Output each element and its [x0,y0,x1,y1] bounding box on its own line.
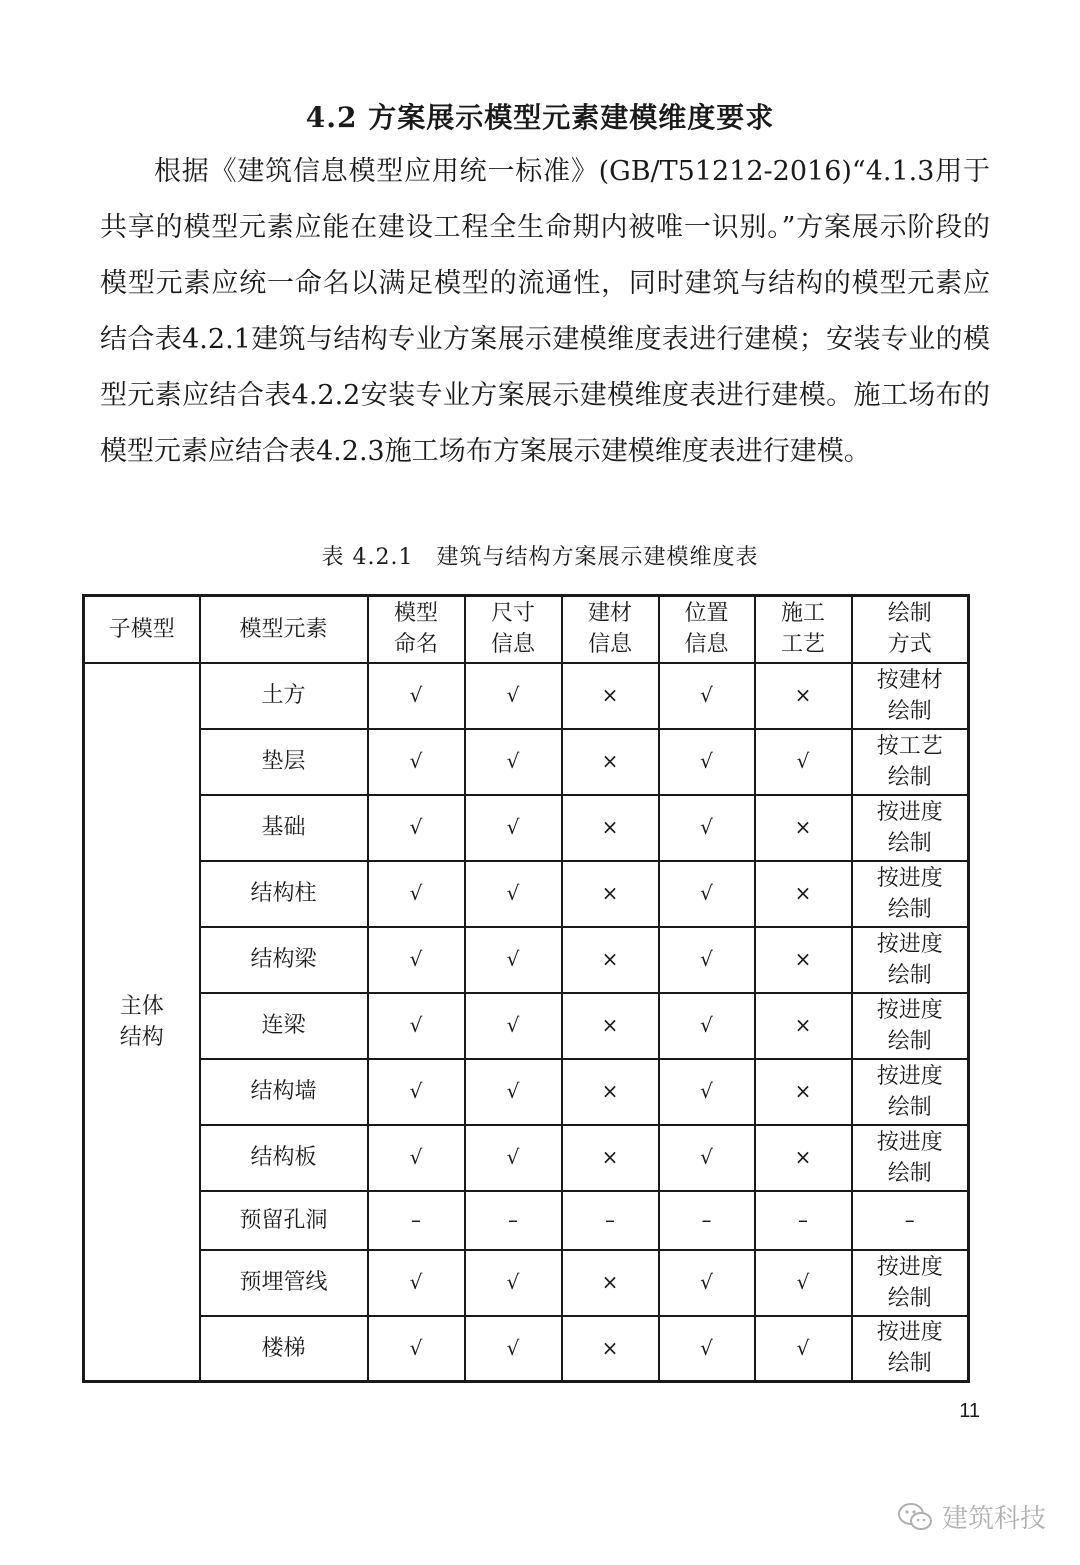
method-cell: 按进度 绘制 [852,861,969,927]
material-cell: × [562,795,659,861]
dimension-table [82,594,970,1383]
material-cell: × [562,729,659,795]
size-cell: √ [465,927,562,993]
table-caption: 表 4.2.1 建筑与结构方案展示建模维度表 [321,545,759,570]
material-cell: × [562,1059,659,1125]
position-cell: √ [659,861,755,927]
table-row [84,861,969,927]
method-cell: – [852,1191,969,1250]
wechat-icon [896,1501,934,1533]
header-naming: 模型 命名 [368,596,465,663]
method-cell: 按工艺 绘制 [852,729,969,795]
method-cell: 按进度 绘制 [852,1059,969,1125]
material-cell: × [562,861,659,927]
element-cell: 楼梯 [200,1316,368,1382]
element-cell: 结构墙 [200,1059,368,1125]
size-cell: √ [465,1059,562,1125]
header-row [84,596,969,663]
table-row [84,1191,969,1250]
naming-cell: √ [368,993,465,1059]
table-row [84,993,969,1059]
element-cell: 土方 [200,663,368,729]
method-cell: 按进度 绘制 [852,795,969,861]
header-sub-model: 子模型 [84,596,200,663]
size-cell: √ [465,729,562,795]
material-cell: × [562,663,659,729]
method-cell: 按进度 绘制 [852,1250,969,1316]
process-cell: × [755,1059,852,1125]
size-cell: – [465,1191,562,1250]
header-size: 尺寸 信息 [465,596,562,663]
naming-cell: √ [368,1125,465,1191]
position-cell: √ [659,1125,755,1191]
naming-cell: √ [368,663,465,729]
naming-cell: √ [368,1250,465,1316]
position-cell: √ [659,1250,755,1316]
position-cell: √ [659,1316,755,1382]
position-cell: – [659,1191,755,1250]
material-cell: × [562,927,659,993]
table-row [84,729,969,795]
table-row [84,1125,969,1191]
header-element: 模型元素 [200,596,368,663]
watermark [896,1498,1046,1535]
process-cell: × [755,927,852,993]
position-cell: √ [659,729,755,795]
element-cell: 预埋管线 [200,1250,368,1316]
method-cell: 按进度 绘制 [852,1316,969,1382]
material-cell: × [562,1316,659,1382]
position-cell: √ [659,927,755,993]
naming-cell: √ [368,1316,465,1382]
position-cell: √ [659,795,755,861]
material-cell: × [562,993,659,1059]
material-cell: × [562,1125,659,1191]
element-cell: 结构梁 [200,927,368,993]
size-cell: √ [465,663,562,729]
material-cell: × [562,1250,659,1316]
process-cell: √ [755,729,852,795]
header-position: 位置 信息 [659,596,755,663]
table-row [84,1059,969,1125]
size-cell: √ [465,1125,562,1191]
naming-cell: √ [368,1059,465,1125]
header-method: 绘制 方式 [852,596,969,663]
process-cell: – [755,1191,852,1250]
watermark-text: 建筑科技 [941,1504,1046,1534]
method-cell: 按进度 绘制 [852,1125,969,1191]
naming-cell: √ [368,861,465,927]
position-cell: √ [659,1059,755,1125]
process-cell: × [755,663,852,729]
table-row [84,1316,969,1382]
element-cell: 连梁 [200,993,368,1059]
element-cell: 结构柱 [200,861,368,927]
header-material: 建材 信息 [562,596,659,663]
naming-cell: √ [368,927,465,993]
process-cell: × [755,861,852,927]
table-row [84,663,969,729]
page-number: 11 [959,1400,980,1422]
process-cell: × [755,993,852,1059]
method-cell: 按建材 绘制 [852,663,969,729]
method-cell: 按进度 绘制 [852,927,969,993]
group-cell: 主体 结构 [84,663,200,1382]
table-row [84,1250,969,1316]
method-cell: 按进度 绘制 [852,993,969,1059]
size-cell: √ [465,993,562,1059]
naming-cell: – [368,1191,465,1250]
table-container [82,594,970,1383]
material-cell: – [562,1191,659,1250]
element-cell: 预留孔洞 [200,1191,368,1250]
element-cell: 结构板 [200,1125,368,1191]
size-cell: √ [465,1250,562,1316]
naming-cell: √ [368,795,465,861]
process-cell: √ [755,1250,852,1316]
naming-cell: √ [368,729,465,795]
position-cell: √ [659,663,755,729]
size-cell: √ [465,795,562,861]
section-title: 4.2 方案展示模型元素建模维度要求 [305,101,775,134]
header-process: 施工 工艺 [755,596,852,663]
process-cell: × [755,795,852,861]
size-cell: √ [465,861,562,927]
table-row [84,927,969,993]
table-row [84,795,969,861]
process-cell: √ [755,1316,852,1382]
element-cell: 垫层 [200,729,368,795]
size-cell: √ [465,1316,562,1382]
body-paragraph: 根据《建筑信息模型应用统一标准》(GB/T51212-2016)“4.1.3用于共享的模型元素应能在建设工程全生命期内被唯一识别。”方案展示阶段的模型元素应统一命名以满足模型的流通性，同时建筑与结构的模型元素应结合表4.2.1建筑与结构专业方案展示建模维度表进行建模；安装专业的模型元素应结合表4.2.2安装专业方案展示建模维度表进行建模。施工场布的模型元素应结合表4.2.3施工场布方案展示建模维度表进行建模。 [100,156,990,467]
position-cell: √ [659,993,755,1059]
element-cell: 基础 [200,795,368,861]
process-cell: × [755,1125,852,1191]
